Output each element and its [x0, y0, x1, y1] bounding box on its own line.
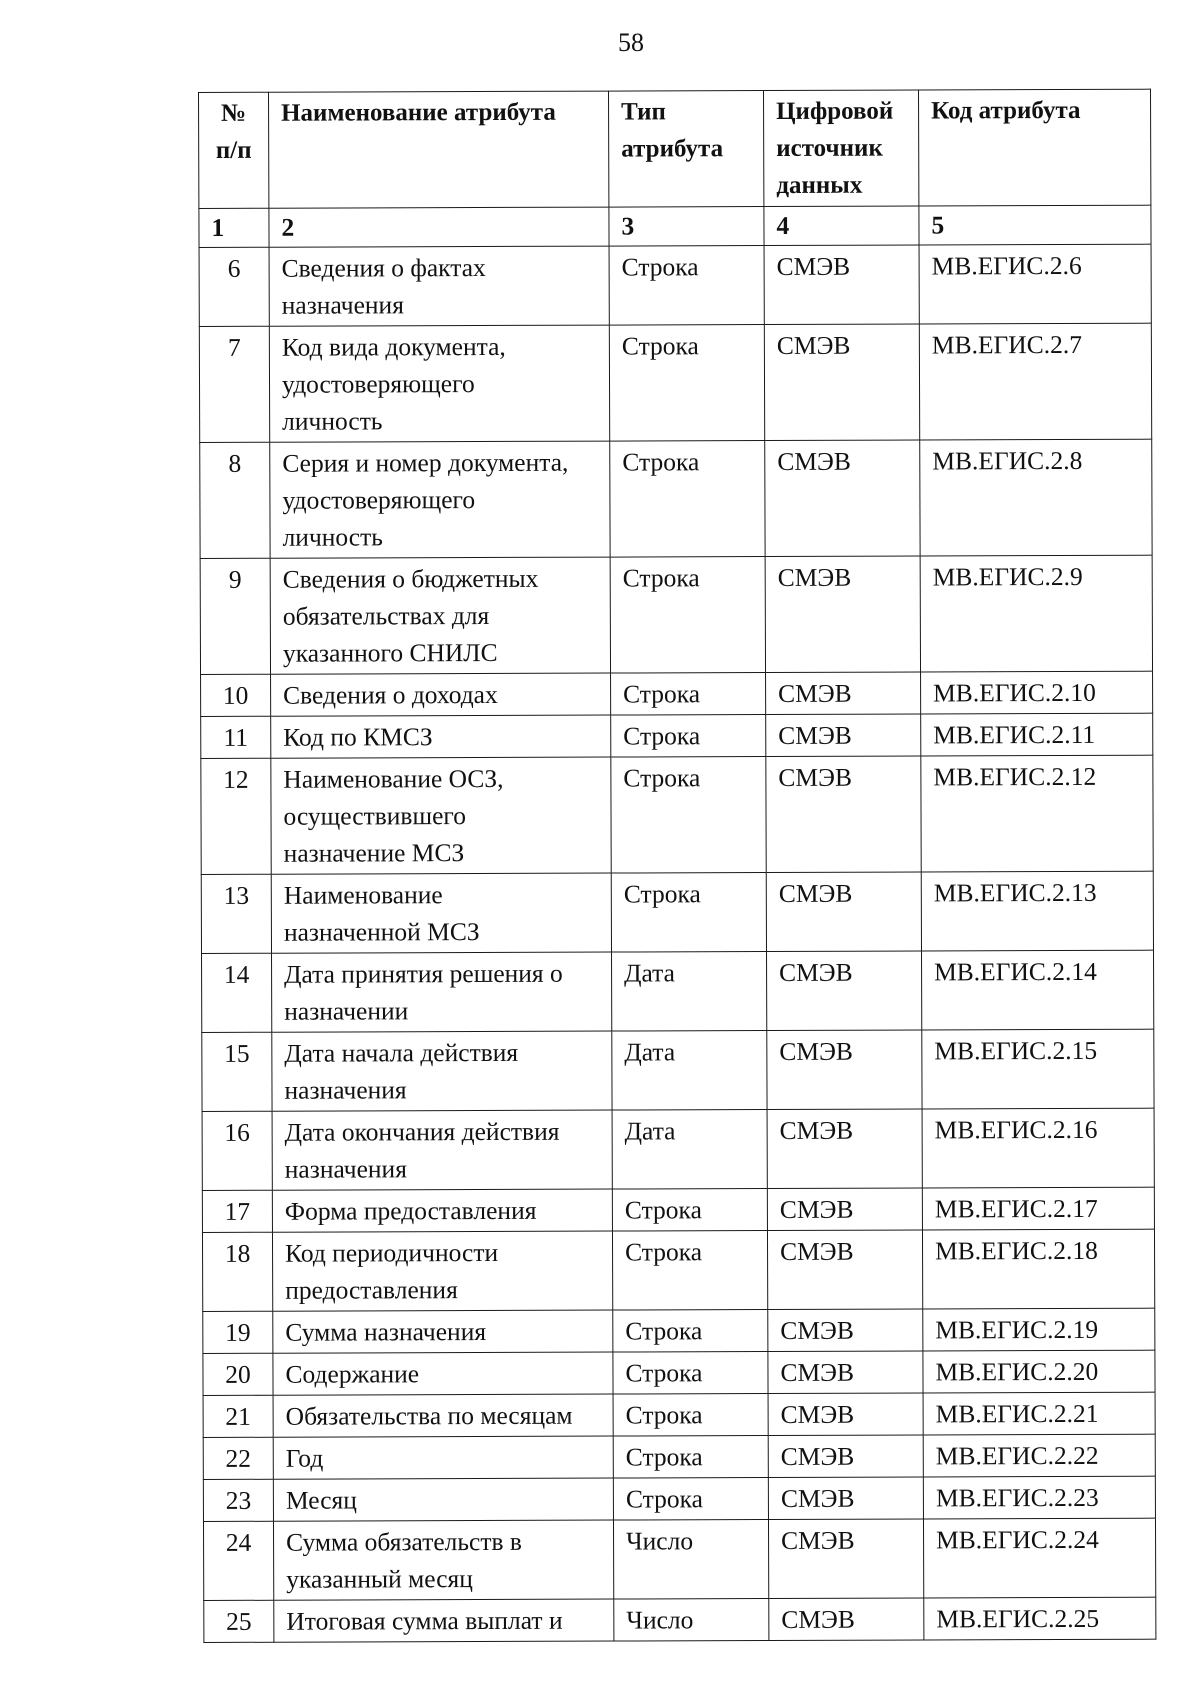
attribute-type-cell-text: Число — [626, 1526, 694, 1556]
attribute-type-cell-text: Дата — [624, 958, 675, 988]
attribute-type-cell — [611, 673, 766, 716]
attribute-code-cell — [921, 871, 1153, 951]
attribute-type-cell-text: Строка — [625, 1316, 703, 1346]
row-number-cell-text: 12 — [223, 764, 249, 794]
attribute-code-cell-text: МВ.ЕГИС.2.16 — [934, 1114, 1098, 1145]
row-number-cell-text: 25 — [226, 1606, 252, 1636]
table-row — [203, 1518, 1155, 1600]
attribute-name-cell — [273, 1394, 613, 1437]
attribute-code-cell — [920, 439, 1152, 556]
row-number-cell — [203, 1521, 273, 1600]
data-source-cell-text: СМЭВ — [777, 446, 851, 476]
attribute-code-cell-text: МВ.ЕГИС.2.22 — [935, 1440, 1099, 1471]
data-source-cell — [768, 1351, 923, 1394]
attribute-name-cell-text: Год — [285, 1443, 324, 1473]
attribute-code-cell — [923, 1476, 1155, 1519]
row-number-cell — [202, 953, 272, 1032]
attribute-code-cell-text: МВ.ЕГИС.2.8 — [932, 445, 1083, 476]
row-number-cell — [203, 1353, 273, 1395]
row-number-cell-text: 20 — [225, 1359, 251, 1389]
row-number-cell-text: 13 — [223, 880, 250, 910]
attribute-type-cell — [612, 952, 767, 1032]
attribute-type-cell-text: Строка — [623, 879, 701, 909]
header-attribute-code-text: Код атрибута — [931, 96, 1081, 125]
table-row — [200, 555, 1152, 674]
attribute-name-cell-text: Обязательства по месяцам — [285, 1400, 573, 1431]
row-number-cell-text: 7 — [227, 332, 241, 362]
data-source-cell — [766, 756, 921, 873]
header-data-source — [763, 90, 918, 207]
attribute-name-cell-text: Код периодичности предоставления — [285, 1237, 499, 1305]
row-number-cell-text: 21 — [225, 1401, 251, 1431]
attribute-code-cell — [922, 1229, 1154, 1309]
page-number: 58 — [618, 28, 644, 57]
header-attribute-name — [269, 91, 609, 208]
attribute-type-cell-text: Дата — [624, 1037, 676, 1067]
row-number-cell — [203, 1395, 273, 1437]
table-row — [201, 755, 1153, 874]
table-row — [203, 1434, 1155, 1479]
attribute-code-cell-text: МВ.ЕГИС.2.7 — [931, 329, 1082, 360]
attribute-type-cell — [613, 1520, 768, 1600]
attribute-name-cell-text: Форма предоставления — [284, 1195, 537, 1226]
header-number-text: № п/п — [215, 99, 252, 164]
attribute-code-cell — [923, 1308, 1155, 1351]
attribute-type-cell-text: Строка — [623, 679, 701, 709]
attribute-code-cell-text: МВ.ЕГИС.2.23 — [935, 1482, 1099, 1513]
attribute-name-cell — [273, 1310, 613, 1353]
data-source-cell-text: СМЭВ — [780, 1357, 855, 1387]
data-source-cell-text: СМЭВ — [780, 1315, 854, 1345]
table-row — [202, 1229, 1154, 1311]
attribute-code-cell — [923, 1350, 1155, 1393]
row-number-cell-text: 17 — [224, 1196, 251, 1226]
attribute-code-cell-text: МВ.ЕГИС.2.18 — [934, 1235, 1098, 1266]
attribute-code-cell — [922, 1108, 1154, 1188]
header-number — [199, 92, 269, 208]
attribute-code-cell — [923, 1518, 1155, 1598]
attribute-name-cell — [271, 757, 611, 874]
table-row — [203, 1308, 1155, 1353]
attribute-name-cell-text: Сведения о бюджетных обязательствах для указанного СНИЛС — [282, 563, 539, 668]
attribute-type-cell — [613, 1478, 768, 1521]
row-number-cell-text: 22 — [225, 1443, 252, 1473]
attribute-name-cell-text: Сумма обязательств в указанный месяц — [286, 1526, 522, 1594]
attribute-code-cell-text: МВ.ЕГИС.2.9 — [932, 561, 1083, 592]
data-source-cell-text: СМЭВ — [780, 1236, 854, 1266]
attribute-type-cell-text: Строка — [625, 1442, 703, 1472]
row-number-cell — [202, 1232, 272, 1311]
attribute-type-cell — [612, 1110, 767, 1190]
attribute-name-cell — [271, 715, 611, 758]
data-source-cell-text: СМЭВ — [779, 1036, 853, 1066]
data-source-cell-text: СМЭВ — [780, 1399, 855, 1429]
data-source-cell — [765, 556, 920, 673]
header-attribute-code — [918, 89, 1150, 206]
data-source-cell-text: СМЭВ — [779, 1194, 854, 1224]
table-row — [203, 1392, 1155, 1437]
attribute-type-cell-text: Строка — [625, 1237, 703, 1267]
attribute-type-cell — [611, 757, 766, 874]
data-source-cell — [768, 1477, 923, 1520]
attribute-code-cell — [924, 1597, 1156, 1640]
table-row — [199, 244, 1151, 326]
attribute-code-cell — [921, 671, 1153, 714]
data-source-cell-text: СМЭВ — [776, 251, 851, 281]
row-number-cell-text: 23 — [225, 1485, 252, 1515]
table-row — [201, 671, 1153, 716]
row-number-cell — [203, 1479, 273, 1521]
attribute-type-cell — [613, 1310, 768, 1353]
attribute-name-cell — [274, 1599, 614, 1642]
data-source-cell — [766, 714, 921, 757]
data-source-cell-text: СМЭВ — [781, 1525, 855, 1555]
attribute-type-cell-text: Строка — [625, 1400, 703, 1430]
attribute-code-cell — [923, 1434, 1155, 1477]
attribute-code-cell — [922, 950, 1154, 1030]
data-source-cell-text: СМЭВ — [780, 1441, 855, 1471]
attribute-name-cell-text: Наименование ОСЗ, осуществившего назначение МСЗ — [283, 763, 504, 868]
data-source-cell-text: СМЭВ — [781, 1604, 855, 1634]
attribute-name-cell-text: Код по КМСЗ — [283, 722, 433, 752]
attribute-code-cell — [921, 755, 1153, 872]
attribute-type-cell — [613, 1394, 768, 1437]
attribute-code-cell — [921, 713, 1153, 756]
attribute-name-cell — [269, 325, 609, 442]
attribute-type-cell-text: Строка — [623, 721, 701, 751]
attribute-name-cell — [273, 1520, 613, 1600]
attribute-type-cell — [609, 246, 764, 326]
data-source-cell — [767, 1230, 922, 1310]
table-row — [201, 713, 1153, 758]
attribute-name-cell — [272, 952, 612, 1032]
table-row — [201, 871, 1153, 953]
data-source-cell-text: СМЭВ — [780, 1483, 855, 1513]
attribute-type-cell — [614, 1599, 769, 1642]
row-number-cell — [202, 1190, 272, 1232]
data-source-cell — [767, 1188, 922, 1231]
attribute-name-cell — [269, 246, 609, 326]
attribute-type-cell-text: Число — [626, 1605, 694, 1635]
attribute-type-cell-text: Строка — [624, 1195, 702, 1225]
data-source-cell — [766, 672, 921, 715]
header-data-source-text: Цифровой источник данных — [776, 97, 894, 199]
data-source-cell-text: СМЭВ — [779, 1115, 854, 1145]
data-source-cell — [765, 440, 920, 557]
attribute-name-cell-text: Содержание — [285, 1359, 420, 1389]
data-source-cell — [764, 245, 919, 325]
attribute-name-cell-text: Наименование назначенной МСЗ — [283, 880, 480, 947]
data-source-cell — [766, 872, 921, 952]
row-number-cell — [202, 1032, 272, 1111]
attribute-code-cell-text: МВ.ЕГИС.2.21 — [935, 1398, 1099, 1429]
attribute-code-cell — [922, 1029, 1154, 1109]
attribute-name-cell — [272, 1189, 612, 1232]
attribute-name-cell — [273, 1436, 613, 1479]
attribute-code-cell-text: МВ.ЕГИС.2.17 — [934, 1193, 1098, 1224]
row-number-cell-text: 16 — [224, 1117, 250, 1147]
data-source-cell-text: СМЭВ — [778, 762, 852, 792]
header-row — [199, 89, 1151, 208]
row-number-cell-text: 8 — [228, 448, 242, 478]
attribute-name-cell-text: Дата принятия решения о назначении — [284, 958, 563, 1026]
data-source-cell — [767, 951, 922, 1031]
data-source-cell-text: СМЭВ — [777, 562, 852, 592]
attribute-code-cell-text: МВ.ЕГИС.2.19 — [935, 1314, 1099, 1345]
attribute-name-cell-text: Итоговая сумма выплат и — [286, 1605, 563, 1636]
attribute-name-cell — [271, 673, 611, 716]
table-row — [202, 950, 1154, 1032]
table-body — [199, 244, 1156, 1642]
attribute-code-cell — [920, 555, 1152, 672]
attribute-type-cell — [610, 441, 765, 558]
attribute-type-cell — [613, 1352, 768, 1395]
attribute-type-cell-text: Дата — [624, 1116, 676, 1146]
data-source-cell — [768, 1435, 923, 1478]
row-number-cell — [199, 247, 269, 326]
attribute-name-cell — [271, 873, 611, 953]
table-row — [203, 1350, 1155, 1395]
attribute-name-cell-text: Сведения о фактах назначения — [281, 252, 486, 320]
data-source-cell-text: СМЭВ — [778, 720, 852, 750]
data-source-cell-text: СМЭВ — [778, 678, 852, 708]
attribute-name-cell-text: Сведения о доходах — [283, 679, 498, 710]
row-number-cell — [201, 874, 271, 953]
attribute-name-cell-text: Дата начала действия назначения — [284, 1037, 519, 1105]
data-source-cell-text: СМЭВ — [776, 330, 851, 360]
row-number-cell-text: 19 — [225, 1317, 251, 1347]
attribute-type-cell — [612, 1031, 767, 1111]
row-number-cell-text: 10 — [222, 680, 249, 710]
data-source-cell — [764, 324, 919, 441]
row-number-cell — [200, 558, 270, 674]
attribute-name-cell-text: Код вида документа, удостоверяющего личность — [281, 331, 506, 436]
attribute-type-cell — [610, 557, 765, 674]
attribute-code-cell — [919, 323, 1151, 440]
row-number-cell-text: 9 — [228, 564, 242, 594]
attribute-code-cell-text: МВ.ЕГИС.2.12 — [933, 761, 1097, 792]
attribute-type-cell — [609, 325, 764, 442]
attribute-name-cell — [273, 1478, 613, 1521]
attribute-code-cell-text: МВ.ЕГИС.2.10 — [933, 677, 1096, 708]
attribute-name-cell — [272, 1110, 612, 1190]
table-row — [202, 1108, 1154, 1190]
table-row — [199, 323, 1151, 442]
attribute-name-cell-text: Серия и номер документа, удостоверяющего личность — [282, 447, 569, 552]
attribute-type-cell-text: Строка — [623, 763, 701, 793]
attribute-type-cell-text: Строка — [621, 252, 699, 282]
attribute-code-cell — [919, 244, 1151, 324]
attribute-type-cell-text: Строка — [622, 563, 700, 593]
row-number-cell — [203, 1437, 273, 1479]
row-number-cell — [200, 442, 270, 558]
data-source-cell-text: СМЭВ — [779, 957, 853, 987]
attribute-type-cell — [613, 1436, 768, 1479]
data-source-cell — [768, 1309, 923, 1352]
attribute-type-cell — [611, 873, 766, 953]
table-row — [202, 1187, 1154, 1232]
attribute-type-cell — [612, 1231, 767, 1311]
attribute-code-cell-text: МВ.ЕГИС.2.13 — [933, 877, 1097, 908]
attribute-code-cell-text: МВ.ЕГИС.2.11 — [933, 719, 1096, 750]
attribute-name-cell — [272, 1031, 612, 1111]
row-number-cell-text: 14 — [223, 959, 250, 989]
data-source-cell — [768, 1393, 923, 1436]
attribute-type-cell — [612, 1189, 767, 1232]
column-index-cell: 1 — [199, 208, 269, 247]
row-number-cell-text: 18 — [224, 1238, 251, 1268]
row-number-cell-text: 15 — [224, 1038, 250, 1068]
row-number-cell — [199, 326, 269, 442]
data-source-cell — [769, 1598, 924, 1641]
attributes-table — [198, 89, 1156, 1643]
row-number-cell — [201, 716, 271, 758]
attribute-name-cell — [273, 1352, 613, 1395]
attribute-code-cell-text: МВ.ЕГИС.2.6 — [931, 250, 1082, 281]
table-row — [200, 439, 1152, 558]
attribute-type-cell-text: Строка — [625, 1484, 703, 1514]
attribute-name-cell-text: Месяц — [285, 1485, 357, 1515]
row-number-cell-text: 24 — [225, 1527, 252, 1557]
data-source-cell-text: СМЭВ — [778, 878, 853, 908]
attribute-code-cell-text: МВ.ЕГИС.2.25 — [936, 1603, 1100, 1634]
row-number-cell-text: 11 — [223, 722, 249, 752]
attribute-code-cell-text: МВ.ЕГИС.2.24 — [936, 1524, 1099, 1555]
attribute-name-cell — [270, 557, 610, 674]
attribute-name-cell — [270, 441, 610, 558]
table-row — [203, 1476, 1155, 1521]
attribute-type-cell-text: Строка — [621, 331, 699, 361]
row-number-cell-text: 6 — [227, 253, 241, 283]
attribute-type-cell — [611, 715, 766, 758]
data-source-cell — [767, 1109, 922, 1189]
row-number-cell — [204, 1600, 274, 1642]
attribute-code-cell — [922, 1187, 1154, 1230]
column-index-cell: 4 — [764, 206, 919, 246]
attribute-code-cell-text: МВ.ЕГИС.2.20 — [935, 1356, 1099, 1387]
table-row — [204, 1597, 1156, 1642]
row-number-cell — [201, 758, 271, 874]
attribute-type-cell-text: Строка — [622, 447, 700, 477]
data-source-cell — [768, 1519, 923, 1599]
header-attribute-name-text: Наименование атрибута — [281, 98, 556, 127]
attribute-name-cell — [272, 1231, 612, 1311]
attribute-code-cell-text: МВ.ЕГИС.2.15 — [934, 1035, 1098, 1066]
data-source-cell — [767, 1030, 922, 1110]
row-number-cell — [203, 1311, 273, 1353]
attribute-code-cell-text: МВ.ЕГИС.2.14 — [934, 956, 1097, 987]
attribute-code-cell — [923, 1392, 1155, 1435]
row-number-cell — [202, 1111, 272, 1190]
column-index-cell: 2 — [269, 207, 609, 247]
table-row — [202, 1029, 1154, 1111]
header-attribute-type — [608, 91, 763, 208]
column-index-cell: 5 — [919, 205, 1151, 245]
attribute-type-cell-text: Строка — [625, 1358, 703, 1388]
attribute-name-cell-text: Дата окончания действия назначения — [284, 1116, 560, 1184]
row-number-cell — [201, 674, 271, 716]
attribute-name-cell-text: Сумма назначения — [285, 1317, 487, 1347]
header-attribute-type-text: Тип атрибута — [621, 98, 724, 163]
column-index-cell: 3 — [609, 207, 764, 247]
column-index-row — [199, 205, 1151, 247]
